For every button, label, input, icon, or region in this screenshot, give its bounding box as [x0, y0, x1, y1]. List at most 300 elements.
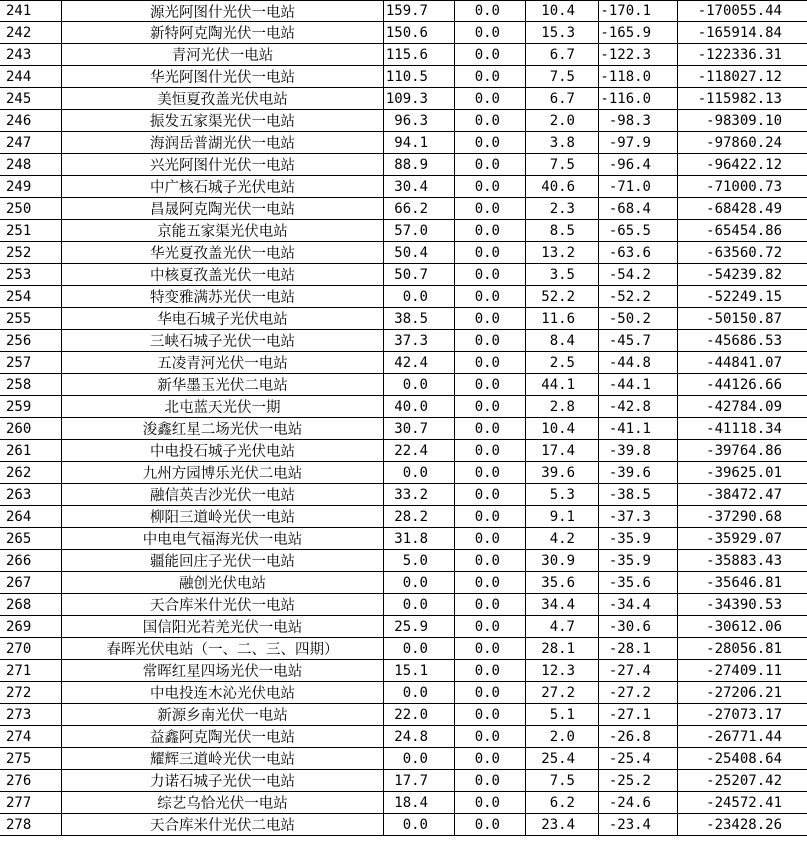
value-c-cell[interactable]: 6.2 [526, 792, 599, 814]
value-a-cell[interactable]: 0.0 [384, 374, 455, 396]
station-name-cell[interactable]: 昌晟阿克陶光伏一电站 [62, 198, 384, 220]
station-name-cell[interactable]: 特变雅满苏光伏一电站 [62, 286, 384, 308]
value-e-cell[interactable]: -26771.44 [678, 726, 807, 748]
value-a-cell[interactable]: 0.0 [384, 462, 455, 484]
value-c-cell[interactable]: 7.5 [526, 770, 599, 792]
value-e-cell[interactable]: -71000.73 [678, 176, 807, 198]
value-c-cell[interactable]: 7.5 [526, 154, 599, 176]
value-a-cell[interactable]: 15.1 [384, 660, 455, 682]
value-c-cell[interactable]: 6.7 [526, 88, 599, 110]
value-c-cell[interactable]: 4.7 [526, 616, 599, 638]
station-name-cell[interactable]: 九州方园博乐光伏二电站 [62, 462, 384, 484]
value-c-cell[interactable]: 39.6 [526, 462, 599, 484]
value-b-cell[interactable]: 0.0 [455, 814, 526, 836]
value-d-cell[interactable]: -39.8 [599, 440, 678, 462]
row-number-cell[interactable]: 250 [0, 198, 62, 220]
value-c-cell[interactable]: 12.3 [526, 660, 599, 682]
value-c-cell[interactable]: 10.4 [526, 418, 599, 440]
table-row [0, 330, 807, 352]
value-b-cell[interactable]: 0.0 [455, 792, 526, 814]
value-a-cell[interactable]: 30.7 [384, 418, 455, 440]
value-c-cell[interactable]: 52.2 [526, 286, 599, 308]
station-name-cell[interactable]: 融信英吉沙光伏一电站 [62, 484, 384, 506]
value-e-cell[interactable]: -45686.53 [678, 330, 807, 352]
station-name-cell[interactable]: 新华墨玉光伏二电站 [62, 374, 384, 396]
value-c-cell[interactable]: 2.5 [526, 352, 599, 374]
value-a-cell[interactable]: 22.4 [384, 440, 455, 462]
table-row [0, 572, 807, 594]
value-a-cell[interactable]: 42.4 [384, 352, 455, 374]
value-a-cell[interactable]: 0.0 [384, 748, 455, 770]
value-e-cell[interactable]: -37290.68 [678, 506, 807, 528]
row-number-cell[interactable]: 264 [0, 506, 62, 528]
value-b-cell[interactable]: 0.0 [455, 220, 526, 242]
value-d-cell[interactable]: -165.9 [599, 22, 678, 44]
value-b-cell[interactable]: 0.0 [455, 506, 526, 528]
table-row [0, 132, 807, 154]
row-number-cell[interactable]: 265 [0, 528, 62, 550]
value-b-cell[interactable]: 0.0 [455, 528, 526, 550]
value-a-cell[interactable]: 0.0 [384, 286, 455, 308]
table-row [0, 0, 807, 22]
value-d-cell[interactable]: -35.9 [599, 550, 678, 572]
value-e-cell[interactable]: -54239.82 [678, 264, 807, 286]
value-c-cell[interactable]: 34.4 [526, 594, 599, 616]
value-b-cell[interactable]: 0.0 [455, 132, 526, 154]
value-e-cell[interactable]: -97860.24 [678, 132, 807, 154]
value-d-cell[interactable]: -45.7 [599, 330, 678, 352]
value-e-cell[interactable]: -96422.12 [678, 154, 807, 176]
value-b-cell[interactable]: 0.0 [455, 242, 526, 264]
row-number-cell[interactable]: 256 [0, 330, 62, 352]
table-row [0, 550, 807, 572]
value-a-cell[interactable]: 31.8 [384, 528, 455, 550]
station-name-cell[interactable]: 北屯蓝天光伏一期 [62, 396, 384, 418]
value-e-cell[interactable]: -42784.09 [678, 396, 807, 418]
value-d-cell[interactable]: -25.2 [599, 770, 678, 792]
value-d-cell[interactable]: -116.0 [599, 88, 678, 110]
value-c-cell[interactable]: 2.0 [526, 726, 599, 748]
table-row [0, 484, 807, 506]
value-a-cell[interactable]: 18.4 [384, 792, 455, 814]
table-row [0, 792, 807, 814]
value-a-cell[interactable]: 5.0 [384, 550, 455, 572]
value-d-cell[interactable]: -65.5 [599, 220, 678, 242]
table-row [0, 660, 807, 682]
value-a-cell[interactable]: 30.4 [384, 176, 455, 198]
value-d-cell[interactable]: -35.9 [599, 528, 678, 550]
row-number-cell[interactable]: 242 [0, 22, 62, 44]
table-row [0, 198, 807, 220]
row-number-cell[interactable]: 243 [0, 44, 62, 66]
station-name-cell[interactable]: 华电石城子光伏电站 [62, 308, 384, 330]
table-row [0, 352, 807, 374]
value-d-cell[interactable]: -27.2 [599, 682, 678, 704]
station-name-cell[interactable]: 海润岳普湖光伏一电站 [62, 132, 384, 154]
table-row [0, 594, 807, 616]
value-b-cell[interactable]: 0.0 [455, 726, 526, 748]
value-b-cell[interactable]: 0.0 [455, 682, 526, 704]
row-number-cell[interactable]: 270 [0, 638, 62, 660]
row-number-cell[interactable]: 260 [0, 418, 62, 440]
value-d-cell[interactable]: -24.6 [599, 792, 678, 814]
value-e-cell[interactable]: -170055.44 [678, 0, 807, 22]
value-e-cell[interactable]: -65454.86 [678, 220, 807, 242]
value-e-cell[interactable]: -41118.34 [678, 418, 807, 440]
value-e-cell[interactable]: -98309.10 [678, 110, 807, 132]
value-b-cell[interactable]: 0.0 [455, 440, 526, 462]
value-c-cell[interactable]: 9.1 [526, 506, 599, 528]
value-d-cell[interactable]: -50.2 [599, 308, 678, 330]
station-name-cell[interactable]: 中核夏孜盖光伏一电站 [62, 264, 384, 286]
value-d-cell[interactable]: -54.2 [599, 264, 678, 286]
table-row [0, 374, 807, 396]
station-name-cell[interactable]: 京能五家渠光伏电站 [62, 220, 384, 242]
value-e-cell[interactable]: -24572.41 [678, 792, 807, 814]
value-b-cell[interactable]: 0.0 [455, 308, 526, 330]
value-e-cell[interactable]: -35929.07 [678, 528, 807, 550]
table-row [0, 154, 807, 176]
value-d-cell[interactable]: -122.3 [599, 44, 678, 66]
station-name-cell[interactable]: 春晖光伏电站（一、二、三、四期） [62, 638, 384, 660]
value-c-cell[interactable]: 30.9 [526, 550, 599, 572]
value-b-cell[interactable]: 0.0 [455, 704, 526, 726]
value-e-cell[interactable]: -28056.81 [678, 638, 807, 660]
value-b-cell[interactable]: 0.0 [455, 462, 526, 484]
value-c-cell[interactable]: 13.2 [526, 242, 599, 264]
value-b-cell[interactable]: 0.0 [455, 660, 526, 682]
value-e-cell[interactable]: -122336.31 [678, 44, 807, 66]
table-row [0, 220, 807, 242]
station-name-cell[interactable]: 兴光阿图什光伏一电站 [62, 154, 384, 176]
row-number-cell[interactable]: 241 [0, 0, 62, 22]
value-d-cell[interactable]: -28.1 [599, 638, 678, 660]
value-b-cell[interactable]: 0.0 [455, 616, 526, 638]
value-c-cell[interactable]: 8.4 [526, 330, 599, 352]
value-a-cell[interactable]: 94.1 [384, 132, 455, 154]
table-row [0, 682, 807, 704]
value-b-cell[interactable]: 0.0 [455, 484, 526, 506]
row-number-cell[interactable]: 255 [0, 308, 62, 330]
row-number-cell[interactable]: 259 [0, 396, 62, 418]
value-d-cell[interactable]: -26.8 [599, 726, 678, 748]
row-number-cell[interactable]: 244 [0, 66, 62, 88]
value-d-cell[interactable]: -23.4 [599, 814, 678, 836]
row-number-cell[interactable]: 253 [0, 264, 62, 286]
value-b-cell[interactable]: 0.0 [455, 374, 526, 396]
value-b-cell[interactable]: 0.0 [455, 286, 526, 308]
value-d-cell[interactable]: -118.0 [599, 66, 678, 88]
value-a-cell[interactable]: 96.3 [384, 110, 455, 132]
value-b-cell[interactable]: 0.0 [455, 198, 526, 220]
value-e-cell[interactable]: -52249.15 [678, 286, 807, 308]
value-d-cell[interactable]: -39.6 [599, 462, 678, 484]
value-e-cell[interactable]: -35883.43 [678, 550, 807, 572]
value-d-cell[interactable]: -35.6 [599, 572, 678, 594]
value-a-cell[interactable]: 0.0 [384, 682, 455, 704]
table-row [0, 616, 807, 638]
value-b-cell[interactable]: 0.0 [455, 594, 526, 616]
value-e-cell[interactable]: -34390.53 [678, 594, 807, 616]
value-a-cell[interactable]: 0.0 [384, 814, 455, 836]
value-c-cell[interactable]: 2.8 [526, 396, 599, 418]
value-b-cell[interactable]: 0.0 [455, 264, 526, 286]
value-e-cell[interactable]: -39764.86 [678, 440, 807, 462]
value-a-cell[interactable]: 38.5 [384, 308, 455, 330]
value-d-cell[interactable]: -44.8 [599, 352, 678, 374]
value-e-cell[interactable]: -23428.26 [678, 814, 807, 836]
value-d-cell[interactable]: -170.1 [599, 0, 678, 22]
value-c-cell[interactable]: 2.3 [526, 198, 599, 220]
value-c-cell[interactable]: 8.5 [526, 220, 599, 242]
table-row [0, 748, 807, 770]
row-number-cell[interactable]: 252 [0, 242, 62, 264]
row-number-cell[interactable]: 266 [0, 550, 62, 572]
table-row [0, 440, 807, 462]
value-c-cell[interactable]: 35.6 [526, 572, 599, 594]
value-b-cell[interactable]: 0.0 [455, 88, 526, 110]
value-e-cell[interactable]: -38472.47 [678, 484, 807, 506]
value-e-cell[interactable]: -39625.01 [678, 462, 807, 484]
table-row [0, 286, 807, 308]
value-b-cell[interactable]: 0.0 [455, 572, 526, 594]
row-number-cell[interactable]: 257 [0, 352, 62, 374]
value-d-cell[interactable]: -71.0 [599, 176, 678, 198]
value-a-cell[interactable]: 57.0 [384, 220, 455, 242]
value-d-cell[interactable]: -37.3 [599, 506, 678, 528]
value-d-cell[interactable]: -41.1 [599, 418, 678, 440]
table-row [0, 528, 807, 550]
value-c-cell[interactable]: 17.4 [526, 440, 599, 462]
value-e-cell[interactable]: -35646.81 [678, 572, 807, 594]
table-row [0, 638, 807, 660]
station-name-cell[interactable]: 中电投连木沁光伏电站 [62, 682, 384, 704]
station-name-cell[interactable]: 常晖红星四场光伏一电站 [62, 660, 384, 682]
value-a-cell[interactable]: 50.7 [384, 264, 455, 286]
value-a-cell[interactable]: 24.8 [384, 726, 455, 748]
value-a-cell[interactable]: 159.7 [384, 0, 455, 22]
value-a-cell[interactable]: 88.9 [384, 154, 455, 176]
value-a-cell[interactable]: 150.6 [384, 22, 455, 44]
value-c-cell[interactable]: 3.8 [526, 132, 599, 154]
value-e-cell[interactable]: -63560.72 [678, 242, 807, 264]
value-e-cell[interactable]: -50150.87 [678, 308, 807, 330]
value-d-cell[interactable]: -42.8 [599, 396, 678, 418]
row-number-cell[interactable]: 248 [0, 154, 62, 176]
table-row [0, 44, 807, 66]
value-c-cell[interactable]: 11.6 [526, 308, 599, 330]
station-name-cell[interactable]: 力诺石城子光伏一电站 [62, 770, 384, 792]
value-a-cell[interactable]: 115.6 [384, 44, 455, 66]
value-a-cell[interactable]: 0.0 [384, 594, 455, 616]
value-e-cell[interactable]: -118027.12 [678, 66, 807, 88]
row-number-cell[interactable]: 267 [0, 572, 62, 594]
value-d-cell[interactable]: -44.1 [599, 374, 678, 396]
value-d-cell[interactable]: -34.4 [599, 594, 678, 616]
station-name-cell[interactable]: 国信阳光若羌光伏一电站 [62, 616, 384, 638]
value-d-cell[interactable]: -68.4 [599, 198, 678, 220]
value-d-cell[interactable]: -63.6 [599, 242, 678, 264]
value-a-cell[interactable]: 25.9 [384, 616, 455, 638]
table-row [0, 308, 807, 330]
value-b-cell[interactable]: 0.0 [455, 352, 526, 374]
table-row [0, 704, 807, 726]
value-c-cell[interactable]: 7.5 [526, 66, 599, 88]
row-number-cell[interactable]: 269 [0, 616, 62, 638]
value-d-cell[interactable]: -96.4 [599, 154, 678, 176]
value-b-cell[interactable]: 0.0 [455, 154, 526, 176]
value-d-cell[interactable]: -30.6 [599, 616, 678, 638]
value-e-cell[interactable]: -27073.17 [678, 704, 807, 726]
table-row [0, 462, 807, 484]
row-number-cell[interactable]: 262 [0, 462, 62, 484]
station-name-cell[interactable]: 青河光伏一电站 [62, 44, 384, 66]
row-number-cell[interactable]: 274 [0, 726, 62, 748]
value-c-cell[interactable]: 5.3 [526, 484, 599, 506]
value-c-cell[interactable]: 10.4 [526, 0, 599, 22]
station-name-cell[interactable]: 综艺乌恰光伏一电站 [62, 792, 384, 814]
station-name-cell[interactable]: 天合库米什光伏二电站 [62, 814, 384, 836]
value-a-cell[interactable]: 37.3 [384, 330, 455, 352]
row-number-cell[interactable]: 273 [0, 704, 62, 726]
value-b-cell[interactable]: 0.0 [455, 638, 526, 660]
table-row [0, 176, 807, 198]
table-row [0, 264, 807, 286]
station-name-cell[interactable]: 融创光伏电站 [62, 572, 384, 594]
table-row [0, 726, 807, 748]
value-d-cell[interactable]: -25.4 [599, 748, 678, 770]
row-number-cell[interactable]: 254 [0, 286, 62, 308]
station-name-cell[interactable]: 中广核石城子光伏电站 [62, 176, 384, 198]
value-b-cell[interactable]: 0.0 [455, 748, 526, 770]
row-number-cell[interactable]: 271 [0, 660, 62, 682]
table-row [0, 770, 807, 792]
value-e-cell[interactable]: -30612.06 [678, 616, 807, 638]
station-name-cell[interactable]: 益鑫阿克陶光伏一电站 [62, 726, 384, 748]
table-row [0, 506, 807, 528]
value-c-cell[interactable]: 23.4 [526, 814, 599, 836]
value-a-cell[interactable]: 0.0 [384, 572, 455, 594]
row-number-cell[interactable]: 247 [0, 132, 62, 154]
station-name-cell[interactable]: 浚鑫红星二场光伏一电站 [62, 418, 384, 440]
station-name-cell[interactable]: 中电投石城子光伏电站 [62, 440, 384, 462]
station-name-cell[interactable]: 柳阳三道岭光伏一电站 [62, 506, 384, 528]
station-name-cell[interactable]: 五凌青河光伏一电站 [62, 352, 384, 374]
value-a-cell[interactable]: 50.4 [384, 242, 455, 264]
value-e-cell[interactable]: -68428.49 [678, 198, 807, 220]
station-name-cell[interactable]: 中电电气福海光伏一电站 [62, 528, 384, 550]
value-a-cell[interactable]: 33.2 [384, 484, 455, 506]
value-c-cell[interactable]: 25.4 [526, 748, 599, 770]
value-a-cell[interactable]: 40.0 [384, 396, 455, 418]
table-row [0, 110, 807, 132]
value-e-cell[interactable]: -27409.11 [678, 660, 807, 682]
value-b-cell[interactable]: 0.0 [455, 110, 526, 132]
station-name-cell[interactable]: 疆能回庄子光伏一电站 [62, 550, 384, 572]
row-number-cell[interactable]: 246 [0, 110, 62, 132]
station-name-cell[interactable]: 天合库米什光伏一电站 [62, 594, 384, 616]
value-e-cell[interactable]: -44126.66 [678, 374, 807, 396]
value-a-cell[interactable]: 0.0 [384, 638, 455, 660]
row-number-cell[interactable]: 261 [0, 440, 62, 462]
row-number-cell[interactable]: 263 [0, 484, 62, 506]
value-a-cell[interactable]: 28.2 [384, 506, 455, 528]
station-name-cell[interactable]: 新特阿克陶光伏一电站 [62, 22, 384, 44]
value-c-cell[interactable]: 2.0 [526, 110, 599, 132]
value-a-cell[interactable]: 66.2 [384, 198, 455, 220]
value-d-cell[interactable]: -27.4 [599, 660, 678, 682]
value-a-cell[interactable]: 110.5 [384, 66, 455, 88]
value-d-cell[interactable]: -27.1 [599, 704, 678, 726]
value-c-cell[interactable]: 4.2 [526, 528, 599, 550]
value-c-cell[interactable]: 27.2 [526, 682, 599, 704]
table-row [0, 396, 807, 418]
value-b-cell[interactable]: 0.0 [455, 396, 526, 418]
value-d-cell[interactable]: -97.9 [599, 132, 678, 154]
value-e-cell[interactable]: -115982.13 [678, 88, 807, 110]
row-number-cell[interactable]: 272 [0, 682, 62, 704]
value-e-cell[interactable]: -25207.42 [678, 770, 807, 792]
value-c-cell[interactable]: 28.1 [526, 638, 599, 660]
row-number-cell[interactable]: 268 [0, 594, 62, 616]
value-e-cell[interactable]: -25408.64 [678, 748, 807, 770]
table-row [0, 814, 807, 836]
value-b-cell[interactable]: 0.0 [455, 550, 526, 572]
value-c-cell[interactable]: 40.6 [526, 176, 599, 198]
value-b-cell[interactable]: 0.0 [455, 418, 526, 440]
value-c-cell[interactable]: 5.1 [526, 704, 599, 726]
value-d-cell[interactable]: -38.5 [599, 484, 678, 506]
value-a-cell[interactable]: 22.0 [384, 704, 455, 726]
value-b-cell[interactable]: 0.0 [455, 330, 526, 352]
value-c-cell[interactable]: 15.3 [526, 22, 599, 44]
station-name-cell[interactable]: 华光夏孜盖光伏一电站 [62, 242, 384, 264]
value-b-cell[interactable]: 0.0 [455, 22, 526, 44]
value-b-cell[interactable]: 0.0 [455, 66, 526, 88]
station-name-cell[interactable]: 耀辉三道岭光伏一电站 [62, 748, 384, 770]
value-a-cell[interactable]: 17.7 [384, 770, 455, 792]
value-e-cell[interactable]: -27206.21 [678, 682, 807, 704]
value-e-cell[interactable]: -165914.84 [678, 22, 807, 44]
row-number-cell[interactable]: 245 [0, 88, 62, 110]
station-name-cell[interactable]: 振发五家渠光伏一电站 [62, 110, 384, 132]
value-c-cell[interactable]: 44.1 [526, 374, 599, 396]
value-c-cell[interactable]: 6.7 [526, 44, 599, 66]
row-number-cell[interactable]: 249 [0, 176, 62, 198]
station-name-cell[interactable]: 三峡石城子光伏一电站 [62, 330, 384, 352]
value-d-cell[interactable]: -52.2 [599, 286, 678, 308]
row-number-cell[interactable]: 275 [0, 748, 62, 770]
station-name-cell[interactable]: 美恒夏孜盖光伏电站 [62, 88, 384, 110]
value-a-cell[interactable]: 109.3 [384, 88, 455, 110]
value-b-cell[interactable]: 0.0 [455, 770, 526, 792]
row-number-cell[interactable]: 276 [0, 770, 62, 792]
row-number-cell[interactable]: 251 [0, 220, 62, 242]
value-b-cell[interactable]: 0.0 [455, 176, 526, 198]
station-name-cell[interactable]: 华光阿图什光伏一电站 [62, 66, 384, 88]
value-c-cell[interactable]: 3.5 [526, 264, 599, 286]
value-b-cell[interactable]: 0.0 [455, 44, 526, 66]
station-name-cell[interactable]: 源光阿图什光伏一电站 [62, 0, 384, 22]
table-row [0, 242, 807, 264]
value-d-cell[interactable]: -98.3 [599, 110, 678, 132]
station-name-cell[interactable]: 新源乡南光伏一电站 [62, 704, 384, 726]
value-e-cell[interactable]: -44841.07 [678, 352, 807, 374]
value-b-cell[interactable]: 0.0 [455, 0, 526, 22]
row-number-cell[interactable]: 258 [0, 374, 62, 396]
row-number-cell[interactable]: 278 [0, 814, 62, 836]
row-number-cell[interactable]: 277 [0, 792, 62, 814]
